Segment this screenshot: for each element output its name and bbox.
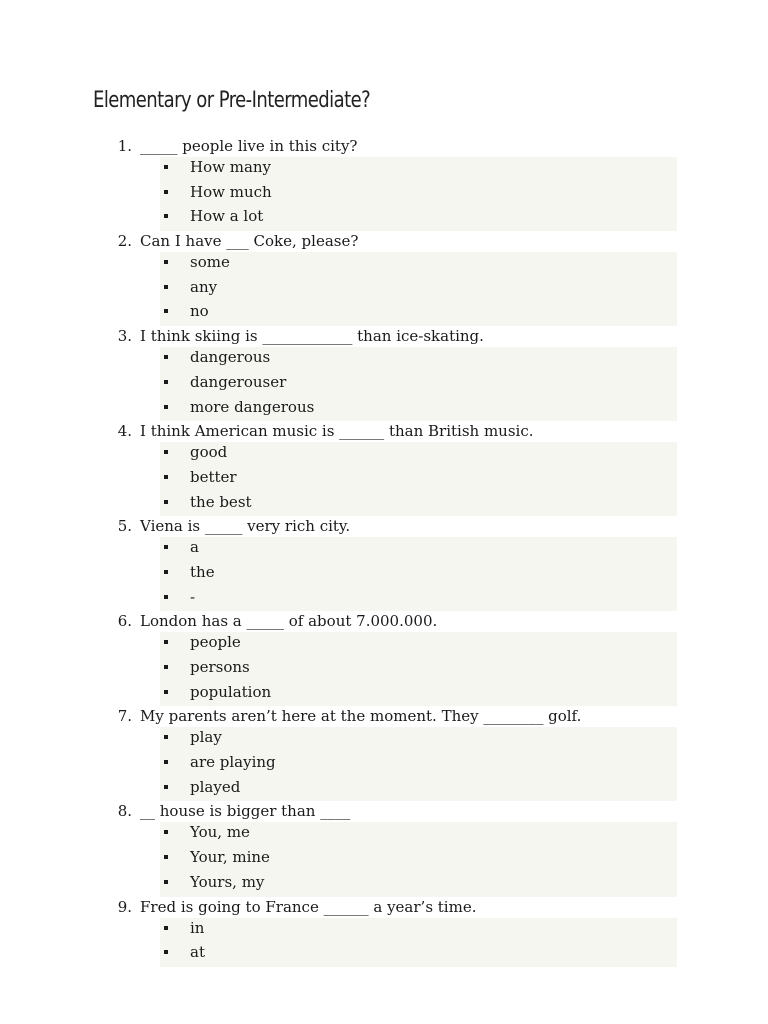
option-list [160, 252, 677, 326]
square-bullet-icon [164, 595, 168, 599]
answer-option [160, 822, 677, 847]
answer-option [160, 682, 677, 707]
answer-option [160, 727, 677, 752]
question-text: __ house is bigger than ____ [140, 802, 351, 821]
question-line [0, 136, 768, 157]
option-text: Your, mine [190, 848, 270, 867]
question-line [0, 516, 768, 537]
answer-option [160, 372, 677, 397]
question-item [0, 136, 768, 231]
option-text: people [190, 633, 241, 652]
question-item [0, 611, 768, 706]
square-bullet-icon [164, 855, 168, 859]
question-item [0, 516, 768, 611]
question-line [0, 611, 768, 632]
option-text: - [190, 587, 196, 606]
option-text: dangerouser [190, 372, 287, 391]
answer-option [160, 182, 677, 207]
question-line [0, 326, 768, 347]
option-text: persons [190, 658, 250, 676]
option-text: are playing [190, 753, 276, 772]
question-item [0, 421, 768, 516]
question-text: _____ people live in this city? [140, 137, 358, 155]
answer-option [160, 587, 677, 612]
square-bullet-icon [164, 735, 168, 739]
question-line [0, 801, 768, 822]
option-text: some [190, 253, 230, 272]
square-bullet-icon [164, 545, 168, 549]
option-list [160, 157, 677, 231]
question-number: 4. [117, 422, 132, 441]
option-text: You, me [190, 823, 250, 842]
answer-option [160, 277, 677, 302]
answer-option [160, 492, 677, 517]
square-bullet-icon [164, 214, 168, 218]
square-bullet-icon [164, 405, 168, 409]
answer-option [160, 657, 677, 682]
answer-option [160, 206, 677, 231]
question-item [0, 801, 768, 896]
square-bullet-icon [164, 355, 168, 359]
option-text: dangerous [190, 348, 271, 367]
answer-option [160, 562, 677, 587]
square-bullet-icon [164, 830, 168, 834]
answer-option [160, 847, 677, 872]
answer-option [160, 347, 677, 372]
option-text: How many [190, 158, 272, 176]
question-number: 3. [117, 327, 132, 346]
square-bullet-icon [164, 500, 168, 504]
question-item [0, 897, 768, 967]
answer-option [160, 632, 677, 657]
question-number: 2. [117, 232, 132, 251]
answer-option [160, 467, 677, 492]
square-bullet-icon [164, 285, 168, 289]
question-line [0, 706, 768, 727]
option-text: a [190, 538, 199, 557]
answer-option [160, 301, 677, 326]
answer-option [160, 442, 677, 467]
square-bullet-icon [164, 880, 168, 884]
question-text: My parents aren’t here at the moment. They ________ golf. [140, 707, 582, 726]
question-number: 1. [117, 137, 132, 155]
option-text: good [190, 443, 228, 462]
option-text: at [190, 943, 205, 962]
question-text: London has a _____ of about 7.000.000. [140, 612, 438, 631]
question-text: Can I have ___ Coke, please? [140, 232, 359, 251]
question-line [0, 897, 768, 918]
square-bullet-icon [164, 690, 168, 694]
question-line [0, 231, 768, 252]
option-list [160, 347, 677, 421]
option-text: played [190, 777, 241, 796]
answer-option [160, 872, 677, 897]
question-number: 6. [117, 612, 132, 631]
question-text: I think American music is ______ than British music. [140, 422, 534, 441]
option-list [160, 727, 677, 801]
option-text: How much [190, 182, 272, 201]
option-text: any [190, 277, 218, 296]
square-bullet-icon [164, 450, 168, 454]
square-bullet-icon [164, 665, 168, 669]
option-list [160, 442, 677, 516]
square-bullet-icon [164, 190, 168, 194]
square-bullet-icon [164, 760, 168, 764]
square-bullet-icon [164, 570, 168, 574]
question-item [0, 326, 768, 421]
answer-option [160, 777, 677, 802]
question-item [0, 231, 768, 326]
square-bullet-icon [164, 926, 168, 930]
question-item [0, 706, 768, 801]
page-title: Elementary or Pre-Intermediate? [93, 88, 371, 113]
question-line [0, 421, 768, 442]
answer-option [160, 537, 677, 562]
square-bullet-icon [164, 950, 168, 954]
question-text: Viena is _____ very rich city. [140, 517, 351, 536]
option-text: population [190, 682, 272, 701]
square-bullet-icon [164, 380, 168, 384]
square-bullet-icon [164, 785, 168, 789]
option-text: the best [190, 492, 252, 511]
option-text: How a lot [190, 207, 264, 226]
option-text: play [190, 728, 222, 747]
answer-option [160, 752, 677, 777]
option-list [160, 537, 677, 611]
option-text: the [190, 562, 215, 581]
square-bullet-icon [164, 165, 168, 169]
answer-option [160, 942, 677, 967]
answer-option [160, 252, 677, 277]
square-bullet-icon [164, 475, 168, 479]
question-number: 7. [117, 707, 132, 726]
option-text: more dangerous [190, 397, 315, 416]
square-bullet-icon [164, 640, 168, 644]
question-list [0, 136, 768, 967]
option-text: in [190, 918, 205, 937]
answer-option [160, 918, 677, 943]
answer-option [160, 397, 677, 422]
answer-option [160, 157, 677, 182]
square-bullet-icon [164, 309, 168, 313]
option-text: better [190, 467, 237, 486]
question-text: Fred is going to France ______ a year’s time. [140, 897, 477, 916]
option-list [160, 632, 677, 706]
option-text: Yours, my [190, 872, 265, 891]
option-text: no [190, 302, 209, 321]
question-number: 9. [117, 897, 132, 916]
option-list [160, 822, 677, 896]
square-bullet-icon [164, 260, 168, 264]
question-text: I think skiing is ____________ than ice-skating. [140, 327, 484, 346]
question-number: 5. [117, 517, 132, 536]
question-number: 8. [117, 802, 132, 821]
option-list [160, 918, 677, 967]
